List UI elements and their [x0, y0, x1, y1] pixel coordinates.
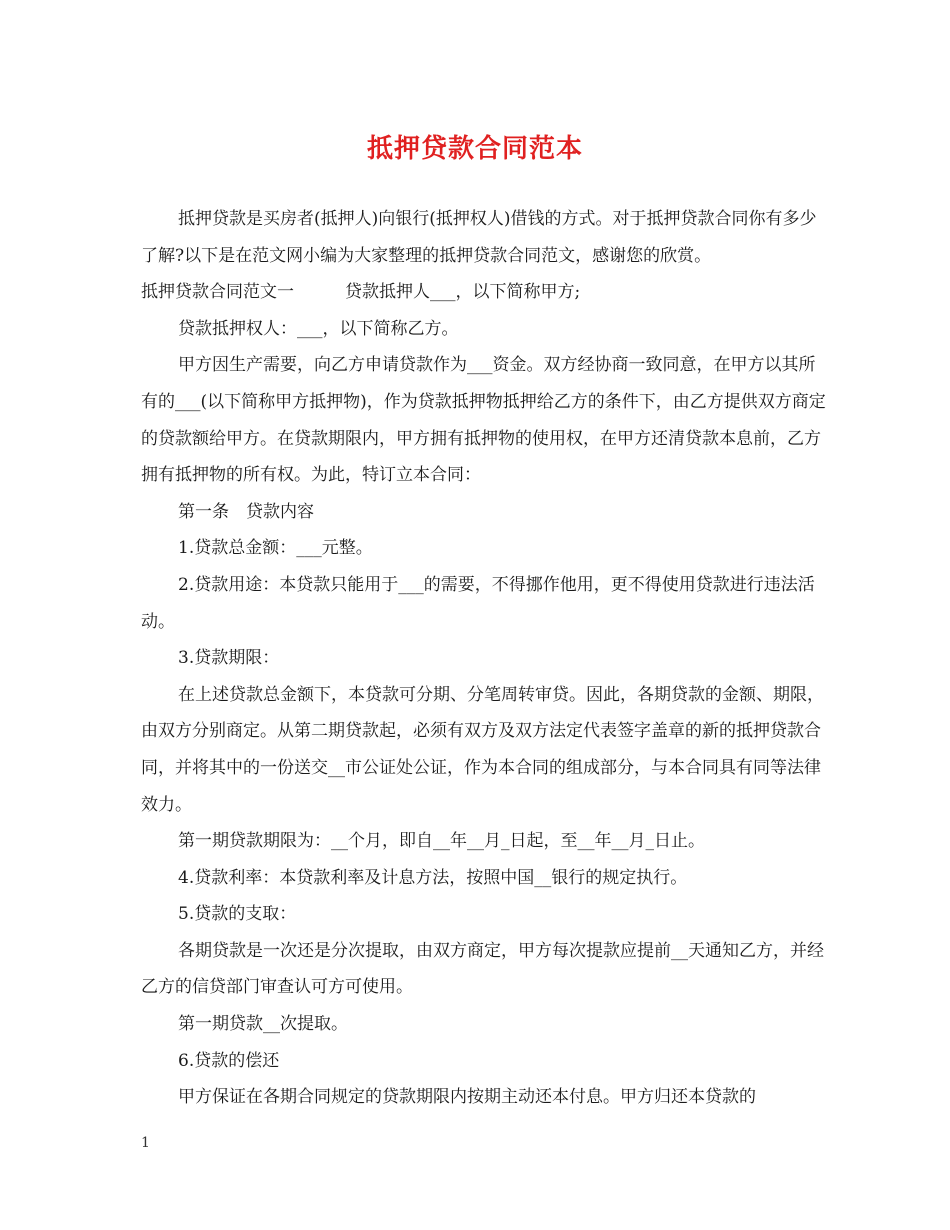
document-title: 抵押贷款合同范本 — [366, 134, 583, 164]
page-number: 1 — [141, 1135, 150, 1151]
document-paragraph: 6.贷款的偿还 — [178, 1050, 280, 1071]
document-body — [141, 201, 831, 1116]
document-paragraph: 4.贷款利率：本贷款利率及计息方法，按照中国__银行的规定执行。 — [178, 867, 688, 888]
document-paragraph: 抵押贷款合同范文一 贷款抵押人___，以下简称甲方; — [141, 282, 581, 303]
document-paragraph: 在上述贷款总金额下，本贷款可分期、分笔周转审贷。因此，各期贷款的金额、期限，由双方分别商定。从第二期贷款起，必须有双方及双方法定代表签字盖章的新的抵押贷款合同，并将其中的一份送交__市公证处公证，作为本合同的组成部分，与本合同具有同等法律效力。 — [141, 684, 824, 815]
document-paragraph: 2.贷款用途：本贷款只能用于___的需要，不得挪作他用，更不得使用贷款进行违法活动。 — [141, 574, 815, 632]
document-paragraph: 3.贷款期限： — [178, 648, 280, 669]
document-paragraph: 各期贷款是一次还是分次提取，由双方商定，甲方每次提款应提前__天通知乙方，并经乙方的信贷部门审查认可方可使用。 — [141, 940, 824, 998]
document-paragraph: 贷款抵押权人：___，以下简称乙方。 — [178, 318, 459, 339]
document-paragraph: 抵押贷款是买房者(抵押人)向银行(抵押权人)借钱的方式。对于抵押贷款合同你有多少了解?以下是在范文网小编为大家整理的抵押贷款合同范文，感谢您的欣赏。 — [141, 209, 817, 266]
document-paragraph: 第一期贷款__次提取。 — [178, 1014, 348, 1035]
document-paragraph: 5.贷款的支取： — [178, 904, 297, 925]
document-paragraph: 1.贷款总金额：___元整。 — [178, 538, 373, 559]
document-paragraph: 甲方因生产需要，向乙方申请贷款作为___资金。双方经协商一致同意，在甲方以其所有的___(以下简称甲方抵押物)，作为贷款抵押物抵押给乙方的条件下，由乙方提供双方商定的贷款额给甲方。在贷款期限内，甲方拥有抵押物的使用权，在甲方还清贷款本息前，乙方拥有抵押物的所有权。为此，特订立本合同： — [141, 355, 826, 486]
document-paragraph: 甲方保证在各期合同规定的贷款期限内按期主动还本付息。甲方归还本贷款的 — [178, 1087, 756, 1108]
document-paragraph: 第一期贷款期限为：__个月，即自__年__月_日起，至__年__月_日止。 — [178, 831, 705, 852]
document-paragraph: 第一条 贷款内容 — [178, 501, 314, 522]
